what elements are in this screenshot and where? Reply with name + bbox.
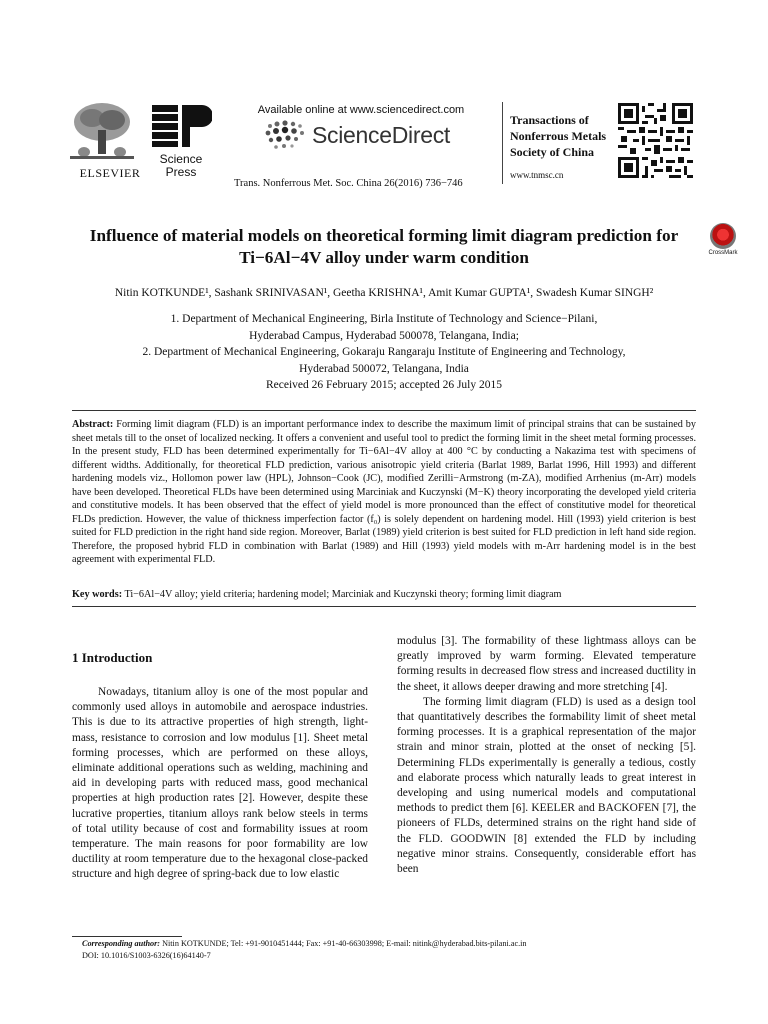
abstract — [72, 418, 696, 567]
affiliation-line-2: Hyderabad Campus, Hyderabad 500078, Telangana, India; — [249, 329, 519, 342]
affiliations — [60, 311, 708, 377]
left-column — [72, 685, 368, 883]
elsevier-wordmark: ELSEVIER — [79, 166, 141, 180]
elsevier-tree-icon — [70, 100, 134, 162]
footnote — [82, 938, 696, 961]
abstract-text: Forming limit diagram (FLD) is an important performance index to describe the maximum limit of principal strains that can be sustained by sheet metals till to the onset of localized necking. It offers a convenient and useful tool to predict the forming limit in the sheet metal forming processes. In the present study, FLD has been determined experimentally for Ti−6Al−4V alloy at 400 °C by conducting a Nakazima test with specimens of different widths. Additionally, for theoretical FLD prediction, various anisotropic yield criteria (Barlat 1989, Barlat 1996, Hill 1993) and different hardening models viz., Hollomon power law (HPL), Johnson−Cook (JC), modified Zerilli−Armstrong (m-ZA), modified Arrhenius (m-Arr) models have been developed. Theoretical FLDs have been determined using Marciniak and Kuczynski (M−K) theory incorporating the developed yield criteria and constitutive models. It has been observed that the effect of yield model is more pronounced than the effect of constitutive model for theoretical FLDs prediction. However, the value of thickness imperfection factor (f₀) is solely dependent on hardening model. Hill (1993) yield criterion is best suited for FLD prediction in the right hand side region. Moreover, Barlat (1989) yield criterion is best suited for FLD prediction in left hand side region. Therefore, the proposed hybrid FLD in combination with Barlat (1989) and Hill (1993) yield models with m-Arr hardening model is in the best agreement with experimental FLD. — [72, 419, 696, 565]
sciencedirect-wordmark: ScienceDirect — [312, 122, 450, 148]
keywords — [72, 588, 696, 602]
journal-title — [510, 112, 606, 160]
crossmark-icon[interactable] — [710, 223, 736, 249]
science-press-line-2: Press — [165, 165, 197, 179]
keywords-label: Key words: — [72, 589, 123, 600]
received-dates: Received 26 February 2015; accepted 26 July 2015 — [265, 379, 502, 391]
crossmark-label: CrossMark — [708, 250, 738, 256]
right-paragraph-2: The forming limit diagram (FLD) is used as a design tool that quantitatively describes the formability limit of sheet metal forming processes. It is a graphical representation of the major strain and minor strain, plotted at the onset of necking [5]. Determining FLDs experimentally is generally a tedious, costly and elaborate process which naturally leads to great interest in developing and using numerical models and computational methods to predict them [6]. KEELER and BACKOFEN [7], the pioneers of FLDs, determined strains on the right hand side of the FLD. GOODWIN [8] extended the FLD by including negative minor strains. Consequently, considerable effort has been — [397, 695, 696, 876]
affiliation-line-1: 1. Department of Mechanical Engineering, Birla Institute of Technology and Science−Pilani, — [170, 313, 598, 325]
section-heading: 1 Introduction — [72, 650, 153, 665]
journal-title-line-2: Nonferrous Metals — [510, 129, 607, 143]
sciencedirect-dots-icon — [262, 120, 310, 154]
paper-title-line-2: Ti−6Al−4V alloy under warm condition — [239, 248, 529, 267]
right-paragraph-1: modulus [3]. The formability of these lightmass alloys can be greatly improved by warm forming. Elevated temperature forming results in decreased flow stress and increased ductility in the sheet, it allows deeper drawing and more stretching [4]. — [397, 635, 696, 693]
abstract-top-rule — [72, 410, 696, 411]
available-online-text: Available online at www.sciencedirect.com — [257, 104, 465, 116]
qr-code-icon — [618, 103, 693, 178]
footnote-rule — [72, 936, 182, 937]
paper-title-line-1: Influence of material models on theoretical forming limit diagram prediction for — [89, 226, 679, 245]
paper-title — [60, 225, 708, 269]
journal-url: www.tnmsc.cn — [510, 170, 564, 180]
left-paragraph: Nowadays, titanium alloy is one of the most popular and commonly used alloys in automobile and aerospace industries. This is due to its attractive properties of high strength, light-mass, resistance to corrosion and low modulus [1]. Sheet metal forming processes, which are performed on these alloys, eliminate additional operations such as welding, machining and aid in developing parts with reduced mass, good mechanical properties at high production rates [2]. However, despite these lucrative properties, titanium alloys rank below steels in terms of total utility because of cost and formability issues at room temperature. The main reasons for poor formability are low ductility at room temperature due to the hexagonal close-packed structure and high degree of spring-back due to low elastic — [72, 686, 368, 881]
journal-title-line-1: Transactions of — [510, 113, 589, 127]
keywords-text: Ti−6Al−4V alloy; yield criteria; hardening model; Marciniak and Kuczynski theory; forming limit diagram — [124, 589, 562, 600]
author-list: Nitin KOTKUNDE¹, Sashank SRINIVASAN¹, Geetha KRISHNA¹, Amit Kumar GUPTA¹, Swadesh Kumar SINGH² — [114, 287, 654, 299]
corresponding-author-text: Nitin KOTKUNDE; Tel: +91-9010451444; Fax: +91-40-66303998; E-mail: nitink@hyderabad.bits-pilani.ac.in — [162, 939, 527, 948]
science-press-logo — [150, 103, 212, 179]
science-press-line-1: Science — [159, 152, 203, 166]
corresponding-author-label: Corresponding author: — [82, 939, 161, 948]
elsevier-logo — [70, 100, 150, 178]
right-column — [397, 634, 696, 877]
corresponding-author — [82, 938, 696, 950]
affiliation-line-3: 2. Department of Mechanical Engineering, Gokaraju Rangaraju Institute of Engineering and Technology, — [142, 346, 626, 358]
journal-brand — [502, 102, 619, 184]
journal-title-line-3: Society of China — [510, 145, 594, 159]
journal-citation: Trans. Nonferrous Met. Soc. China 26(2016) 736−746 — [234, 178, 463, 189]
affiliation-line-4: Hyderabad 500072, Telangana, India — [299, 362, 469, 375]
science-press-mark-icon — [150, 103, 212, 149]
doi: DOI: 10.1016/S1003-6326(16)64140-7 — [82, 950, 211, 960]
abstract-label: Abstract: — [72, 419, 114, 430]
sciencedirect-logo — [262, 120, 467, 156]
abstract-bottom-rule — [72, 606, 696, 607]
crossmark-badge[interactable] — [708, 223, 738, 263]
